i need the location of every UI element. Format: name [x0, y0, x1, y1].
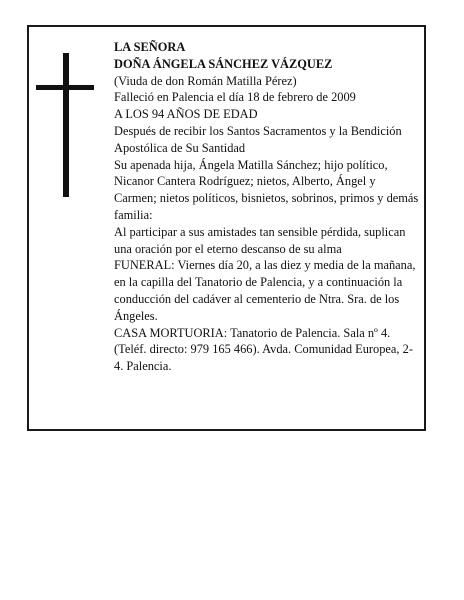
mortuary-details: CASA MORTUORIA: Tanatorio de Palencia. Sala nº 4. (Teléf. directo: 979 165 466). Avda. Comunidad Europea, 2-4. Palencia.: [114, 325, 413, 374]
age-at-death: A LOS 94 AÑOS DE EDAD: [114, 107, 258, 122]
latin-cross-icon: [36, 53, 94, 197]
sacraments-statement: Después de recibir los Santos Sacramentos y la Bendición Apostólica de Su Santidad: [114, 123, 402, 155]
obituary-text: [114, 39, 419, 375]
deceased-name: DOÑA ÁNGELA SÁNCHEZ VÁZQUEZ: [114, 56, 333, 71]
death-statement: Falleció en Palencia el día 18 de febrero de 2009: [114, 90, 356, 105]
cross-horizontal-bar: [36, 85, 94, 90]
widow-of: (Viuda de don Román Matilla Pérez): [114, 73, 297, 88]
cross-vertical-bar: [63, 53, 69, 197]
funeral-details: FUNERAL: Viernes día 20, a las diez y media de la mañana, en la capilla del Tanatorio de Palencia, y a continuación la conducción del cadáver al cementerio de Ntra. Sra. de los Ángeles.: [114, 258, 416, 323]
prayer-request: Al participar a sus amistades tan sensible pérdida, suplican una oración por el eterno descanso de su alma: [114, 224, 406, 256]
family-members: Su apenada hija, Ángela Matilla Sánchez; hijo político, Nicanor Cantera Rodríguez; nietos, Alberto, Ángel y Carmen; nietos políticos, bisnietos, sobrinos, primos y demás familia:: [114, 157, 419, 222]
honorific: LA SEÑORA: [114, 40, 186, 54]
